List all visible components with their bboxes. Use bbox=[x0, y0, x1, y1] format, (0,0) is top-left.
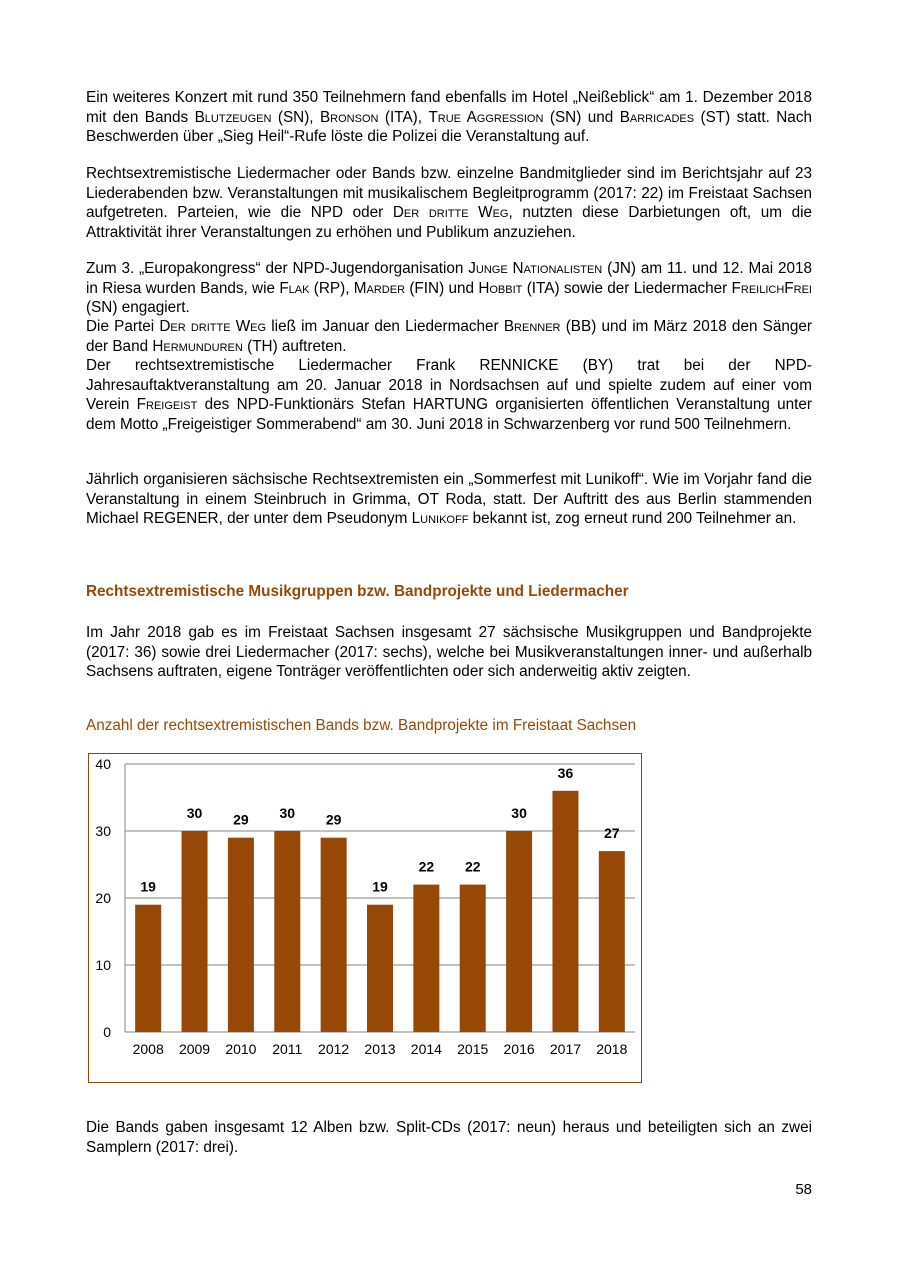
band-name: Marder bbox=[353, 279, 406, 297]
y-tick-label: 0 bbox=[103, 1024, 111, 1040]
band-name: Barricades bbox=[619, 108, 695, 126]
y-tick-label: 10 bbox=[95, 957, 111, 973]
paragraph-rennicke: Der rechtsextremistische Liedermacher Frank RENNICKE (BY) trat bei der NPD-Jahresauftaktveranstaltung am 20. Januar 2018 in Nordsachsen auf und spielte zudem auf einer vom Verein Freigeist des NPD-Funktionärs Stefan HARTUNG organisierten öffentlichen Veranstaltung unter dem Motto „Freigeistiger Sommerabend“ am 30. Juni 2018 in Schwarzenberg vor rund 500 Teilnehmern. bbox=[86, 357, 813, 433]
y-tick-label: 40 bbox=[95, 756, 111, 772]
data-label: 30 bbox=[186, 805, 203, 821]
x-tick-label: 2017 bbox=[549, 1041, 582, 1057]
party-name: Der dritte Weg bbox=[159, 318, 267, 335]
bar bbox=[413, 885, 439, 1032]
data-label: 29 bbox=[325, 811, 342, 828]
singer-name: FreilichFrei bbox=[731, 279, 812, 297]
band-name: Flak bbox=[279, 279, 310, 297]
party-name: Der dritte Weg bbox=[392, 204, 509, 221]
paragraph-liederabende: Rechtsextremistische Liedermacher oder Bands bzw. einzelne Bandmitglieder sind im Berichtsjahr auf 23 Liederabenden bzw. Veranstaltungen mit musikalischem Begleitprogramm (2017: 22) im Freistaat Sachsen aufgetreten. Parteien, wie die NPD oder Der dritte Weg, nutzten diese Darbietungen oft, um die Attraktivität ihrer Veranstaltungen zu erhöhen und Publikum anzuziehen. bbox=[86, 165, 812, 241]
data-label: 19 bbox=[372, 878, 388, 895]
data-label: 36 bbox=[557, 764, 574, 781]
page-number: 58 bbox=[795, 1181, 812, 1198]
section-heading: Rechtsextremistische Musikgruppen bzw. Bandprojekte und Liedermacher bbox=[86, 583, 629, 600]
paragraph-alben: Die Bands gaben insgesamt 12 Alben bzw. Split-CDs (2017: neun) heraus und beteiligten sich an zwei Samplern (2017: drei). bbox=[86, 1119, 812, 1156]
bar bbox=[599, 851, 625, 1032]
x-tick-label: 2009 bbox=[178, 1041, 211, 1057]
paragraph-europakongress: Zum 3. „Europakongress“ der NPD-Jugendorganisation Junge Nationalisten (JN) am 11. und 12. Mai 2018 in Riesa wurden Bands, wie Flak (RP), Marder (FIN) und Hobbit (ITA) sowie der Liedermacher FreilichFrei (SN) engagiert. bbox=[86, 260, 812, 316]
x-tick-label: 2010 bbox=[225, 1041, 257, 1057]
y-tick-label: 20 bbox=[95, 890, 111, 906]
chart-frame bbox=[88, 753, 642, 1083]
data-label: 29 bbox=[233, 811, 249, 828]
bar bbox=[182, 831, 208, 1032]
bar bbox=[274, 831, 300, 1032]
x-tick-label: 2014 bbox=[410, 1041, 442, 1057]
data-label: 22 bbox=[418, 858, 435, 875]
band-name: Hermunduren bbox=[152, 337, 243, 355]
singer-name: Brenner bbox=[503, 318, 561, 335]
paragraph-musikgruppen: Im Jahr 2018 gab es im Freistaat Sachsen insgesamt 27 sächsische Musikgruppen und Bandprojekte (2017: 36) sowie drei Liedermacher (2017: sechs), welche bei Musikveranstaltungen inner- und außerhalb Sachsens auftraten, eigene Tonträger veröffentlichten oder sich anderweitig aktiv zeigten. bbox=[86, 624, 812, 680]
bar bbox=[135, 905, 161, 1032]
x-tick-label: 2011 bbox=[272, 1041, 303, 1057]
x-tick-label: 2012 bbox=[318, 1041, 350, 1057]
data-label: 27 bbox=[604, 825, 620, 842]
y-tick-label: 30 bbox=[95, 823, 111, 839]
bar bbox=[367, 905, 393, 1032]
data-label: 30 bbox=[511, 805, 527, 821]
x-tick-label: 2013 bbox=[364, 1041, 396, 1057]
x-tick-label: 2015 bbox=[457, 1041, 489, 1057]
bar-chart bbox=[89, 754, 640, 1081]
paragraph-der-dritte-weg: Die Partei Der dritte Weg ließ im Januar den Liedermacher Brenner (BB) und im März 2018 den Sänger der Band Hermunduren (TH) auftreten. bbox=[86, 318, 812, 355]
org-name: Junge Nationalisten bbox=[468, 260, 603, 277]
data-label: 30 bbox=[279, 805, 296, 821]
band-name: True Aggression bbox=[428, 108, 544, 126]
bar bbox=[506, 831, 532, 1032]
band-name: Hobbit bbox=[478, 279, 523, 297]
x-tick-label: 2016 bbox=[503, 1041, 535, 1057]
org-name: Freigeist bbox=[136, 396, 198, 413]
data-label: 22 bbox=[464, 858, 481, 875]
x-tick-label: 2018 bbox=[596, 1041, 628, 1057]
band-name: Bronson bbox=[319, 108, 379, 126]
band-name: Blutzeugen bbox=[194, 108, 272, 126]
chart-caption: Anzahl der rechtsextremistischen Bands bzw. Bandprojekte im Freistaat Sachsen bbox=[86, 717, 637, 734]
bar bbox=[460, 885, 486, 1032]
bar bbox=[228, 838, 254, 1032]
data-label: 19 bbox=[140, 878, 156, 895]
paragraph-concert: Ein weiteres Konzert mit rund 350 Teilnehmern fand ebenfalls im Hotel „Neißeblick“ am 1. Dezember 2018 mit den Bands Blutzeugen (SN), Bronson (ITA), True Aggression (SN) und Barricades (ST) statt. Nach Beschwerden über „Sieg Heil“-Rufe löste die Polizei die Veranstaltung auf. bbox=[86, 89, 812, 145]
x-tick-label: 2008 bbox=[132, 1041, 164, 1057]
alias-name: Lunikoff bbox=[411, 510, 469, 527]
bar bbox=[552, 791, 578, 1032]
bar bbox=[321, 838, 347, 1032]
paragraph-sommerfest: Jährlich organisieren sächsische Rechtsextremisten ein „Sommerfest mit Lunikoff“. Wie im Vorjahr fand die Veranstaltung in einem Steinbruch in Grimma, OT Roda, statt. Der Auftritt des aus Berlin stammenden Michael REGENER, der unter dem Pseudonym Lunikoff bekannt ist, zog erneut rund 200 Teilnehmer an. bbox=[86, 471, 812, 527]
